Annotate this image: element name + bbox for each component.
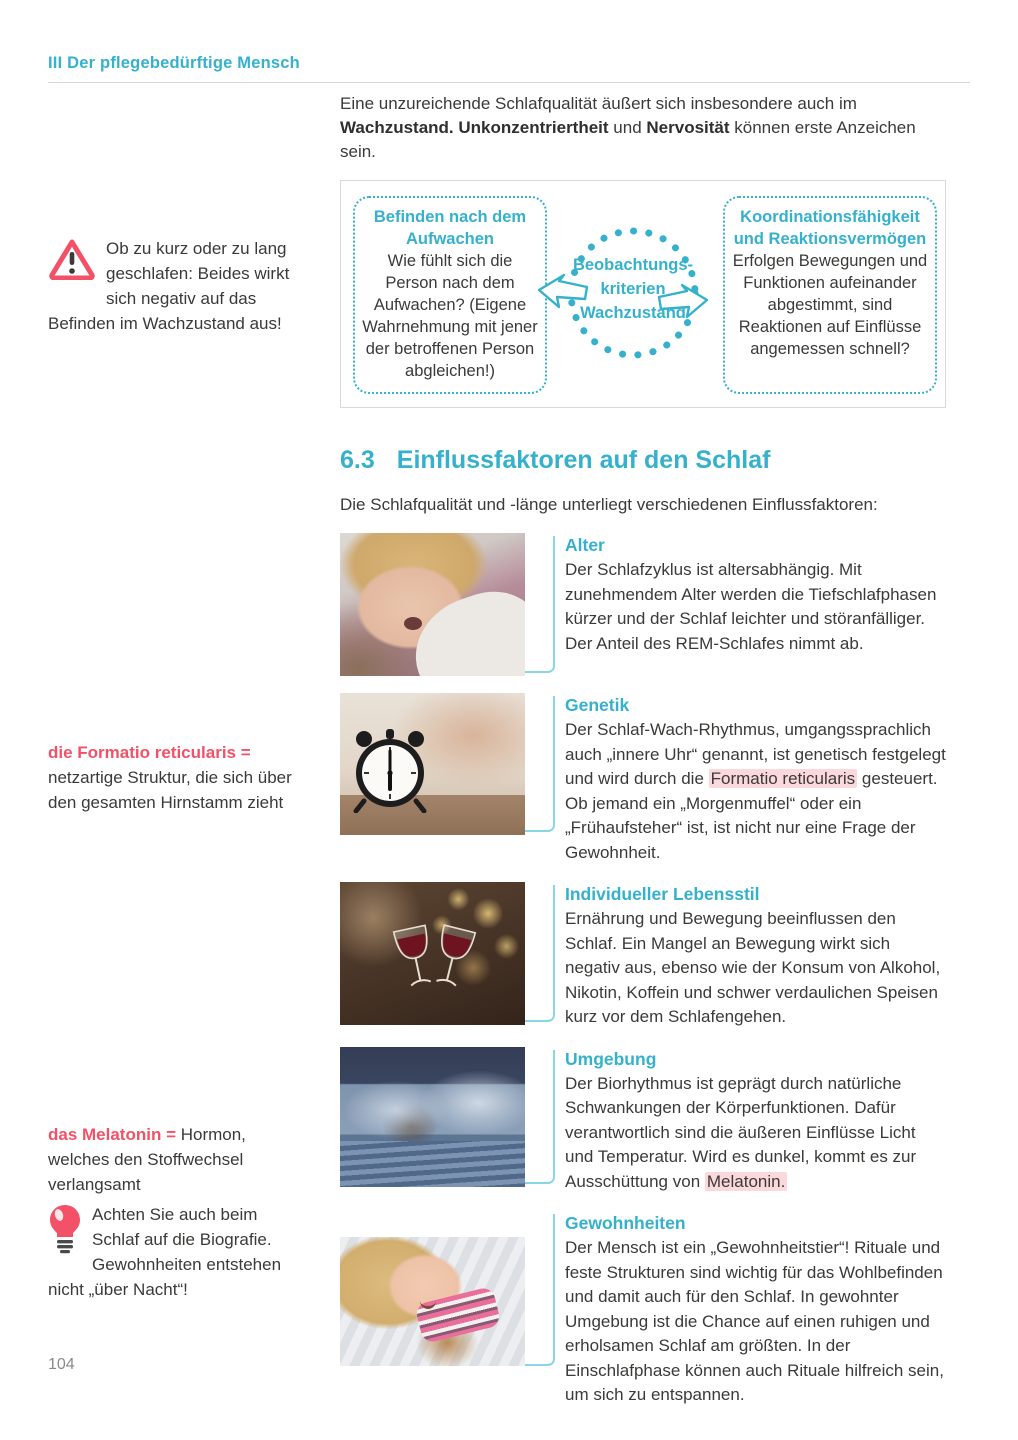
melatonin-highlight: Melatonin. bbox=[706, 1171, 786, 1191]
sleeping-toddler-photo bbox=[340, 533, 525, 676]
diagram-box-koordination bbox=[723, 196, 937, 394]
diagram-center-label: Beobachtungs- kriterien Wachzustand bbox=[572, 256, 694, 322]
section-lead: Die Schlafqualität und -länge unterliegt verschiedenen Einflussfaktoren: bbox=[340, 495, 878, 514]
melatonin-margin-note bbox=[48, 1122, 300, 1197]
warning-triangle-icon bbox=[48, 238, 96, 287]
lightbulb-icon bbox=[48, 1204, 82, 1263]
tip-note-text: Achten Sie auch beim Schlaf auf die Biografie. Gewohnheiten entstehen nicht „über Nacht“! bbox=[48, 1205, 282, 1299]
intro-bold-nervositaet: Nervosität bbox=[646, 118, 730, 137]
wine-glasses-icon bbox=[386, 920, 482, 1020]
factor-block-lebensstil bbox=[340, 882, 946, 1030]
intro-seg1: Eine unzureichende Schlafqualität äußert sich insbesondere auch im bbox=[340, 94, 857, 113]
arrow-right-icon bbox=[657, 283, 709, 328]
arrow-left-icon bbox=[537, 273, 589, 318]
diagram-box-befinden bbox=[353, 196, 547, 394]
factor-block-alter bbox=[340, 533, 946, 676]
section-title: Einflussfaktoren auf den Schlaf bbox=[396, 446, 771, 474]
connector-line bbox=[525, 696, 555, 832]
connector-line bbox=[525, 1214, 555, 1366]
alarm-clock-icon bbox=[350, 727, 430, 813]
diagram-box-befinden-title: Befinden nach dem Aufwachen bbox=[373, 208, 527, 248]
formatio-definition: netzartige Struktur, die sich über den gesamten Hirnstamm zieht bbox=[48, 768, 292, 812]
intro-paragraph: Eine unzureichende Schlafqualität äußert sich insbesondere auch im Wachzustand. Unkonzentriertheit und Nervosität können erste Anzeichen sein. bbox=[340, 94, 916, 161]
connector-line bbox=[525, 536, 555, 673]
girl-with-teddy-photo bbox=[340, 1237, 525, 1366]
melatonin-definition: Hormon, welches den Stoffwechsel verlangsamt bbox=[48, 1125, 246, 1194]
factor-block-umgebung bbox=[340, 1047, 946, 1195]
melatonin-term: das Melatonin = bbox=[48, 1125, 176, 1144]
wine-toast-photo bbox=[340, 882, 525, 1025]
warning-note-text: Ob zu kurz oder zu lang geschlafen: Beides wirkt sich negativ auf das Befinden im Wachzustand aus! bbox=[48, 239, 290, 333]
intro-bold-wachzustand: Wachzustand. bbox=[340, 118, 454, 137]
factor-text-lebensstil: Ernährung und Bewegung beeinflussen den Schlaf. Ein Mangel an Bewegung wirkt sich negativ aus, ebenso wie der Konsum von Alkohol, Nikotin, Koffein und schwer verdaulichen Speisen kurz vor dem Schlafengehen. bbox=[565, 909, 941, 1026]
alarm-clock-photo bbox=[340, 693, 525, 835]
tip-margin-note bbox=[48, 1202, 300, 1302]
section-number: 6.3 bbox=[340, 446, 375, 474]
formatio-term: die Formatio reticularis = bbox=[48, 743, 251, 762]
section-heading bbox=[340, 446, 946, 475]
intro-bold-unkonzentriertheit: Unkonzentriertheit bbox=[458, 118, 609, 137]
factor-text-gewohnheiten: Der Mensch ist ein „Gewohnheitstier“! Rituale und feste Strukturen sind wichtig für das Wohlbefinden und damit auch für den Schlaf. In gewohnter Umgebung ist die Chance auf einen ruhigen und erholsamen Schlaf am größten. In der Einschlafphase können auch Rituale hilfreich sein, um sich zu entspannen. bbox=[565, 1238, 944, 1404]
factor-text-umgebung: Der Biorhythmus ist geprägt durch natürliche Schwankungen der Körperfunktionen. Dafür verantwortlich sind die äußeren Einflüsse Licht und Temperatur. Wird es dunkel, kommt es zur Ausschüttung von Melatonin. bbox=[565, 1073, 917, 1191]
factor-heading-genetik: Genetik bbox=[565, 695, 630, 715]
diagram-box-koordination-title: Koordinationsfähigkeit und Reaktionsvermögen bbox=[733, 208, 927, 248]
factor-text-genetik: Der Schlaf-Wach-Rhythmus, umgangssprachlich auch „innere Uhr“ genannt, ist genetisch festgelegt und wird durch die Formatio reticularis gesteuert. Ob jemand ein „Morgenmuffel“ oder ein „Frühaufsteher“ ist, ist nicht nur eine Frage der Gewohnheit. bbox=[565, 720, 946, 862]
factor-block-gewohnheiten bbox=[340, 1211, 946, 1408]
header-divider bbox=[48, 82, 970, 83]
running-head: III Der pflegebedürftige Mensch bbox=[48, 54, 300, 72]
connector-line bbox=[525, 885, 555, 1022]
formatio-highlight: Formatio reticularis bbox=[710, 769, 856, 788]
formatio-margin-note bbox=[48, 740, 300, 815]
factor-heading-gewohnheiten: Gewohnheiten bbox=[565, 1213, 686, 1233]
connector-line bbox=[525, 1050, 555, 1184]
observation-criteria-diagram bbox=[340, 180, 946, 408]
factor-text-alter: Der Schlafzyklus ist altersabhängig. Mit zunehmendem Alter werden die Tiefschlafphasen kürzer und der Schlaf leichter und störanfälliger. Der Anteil des REM-Schlafes nimmt ab. bbox=[565, 560, 937, 653]
sleeping-man-night-photo bbox=[340, 1047, 525, 1187]
main-column bbox=[340, 92, 946, 1425]
factor-heading-alter: Alter bbox=[565, 535, 605, 555]
warning-margin-note bbox=[48, 236, 300, 336]
diagram-box-koordination-body: Erfolgen Bewegungen und Funktionen aufeinander abgestimmt, sind Reaktionen auf Einflüsse angemessen schnell? bbox=[732, 252, 928, 358]
factor-heading-lebensstil: Individueller Lebensstil bbox=[565, 884, 760, 904]
factor-block-genetik bbox=[340, 693, 946, 865]
factor-list bbox=[340, 533, 946, 1408]
diagram-box-befinden-body: Wie fühlt sich die Person nach dem Aufwachen? (Eigene Wahrnehmung mit jener der betroffenen Person abgleichen!) bbox=[362, 252, 538, 380]
page-number: 104 bbox=[48, 1356, 75, 1373]
factor-heading-umgebung: Umgebung bbox=[565, 1048, 657, 1069]
